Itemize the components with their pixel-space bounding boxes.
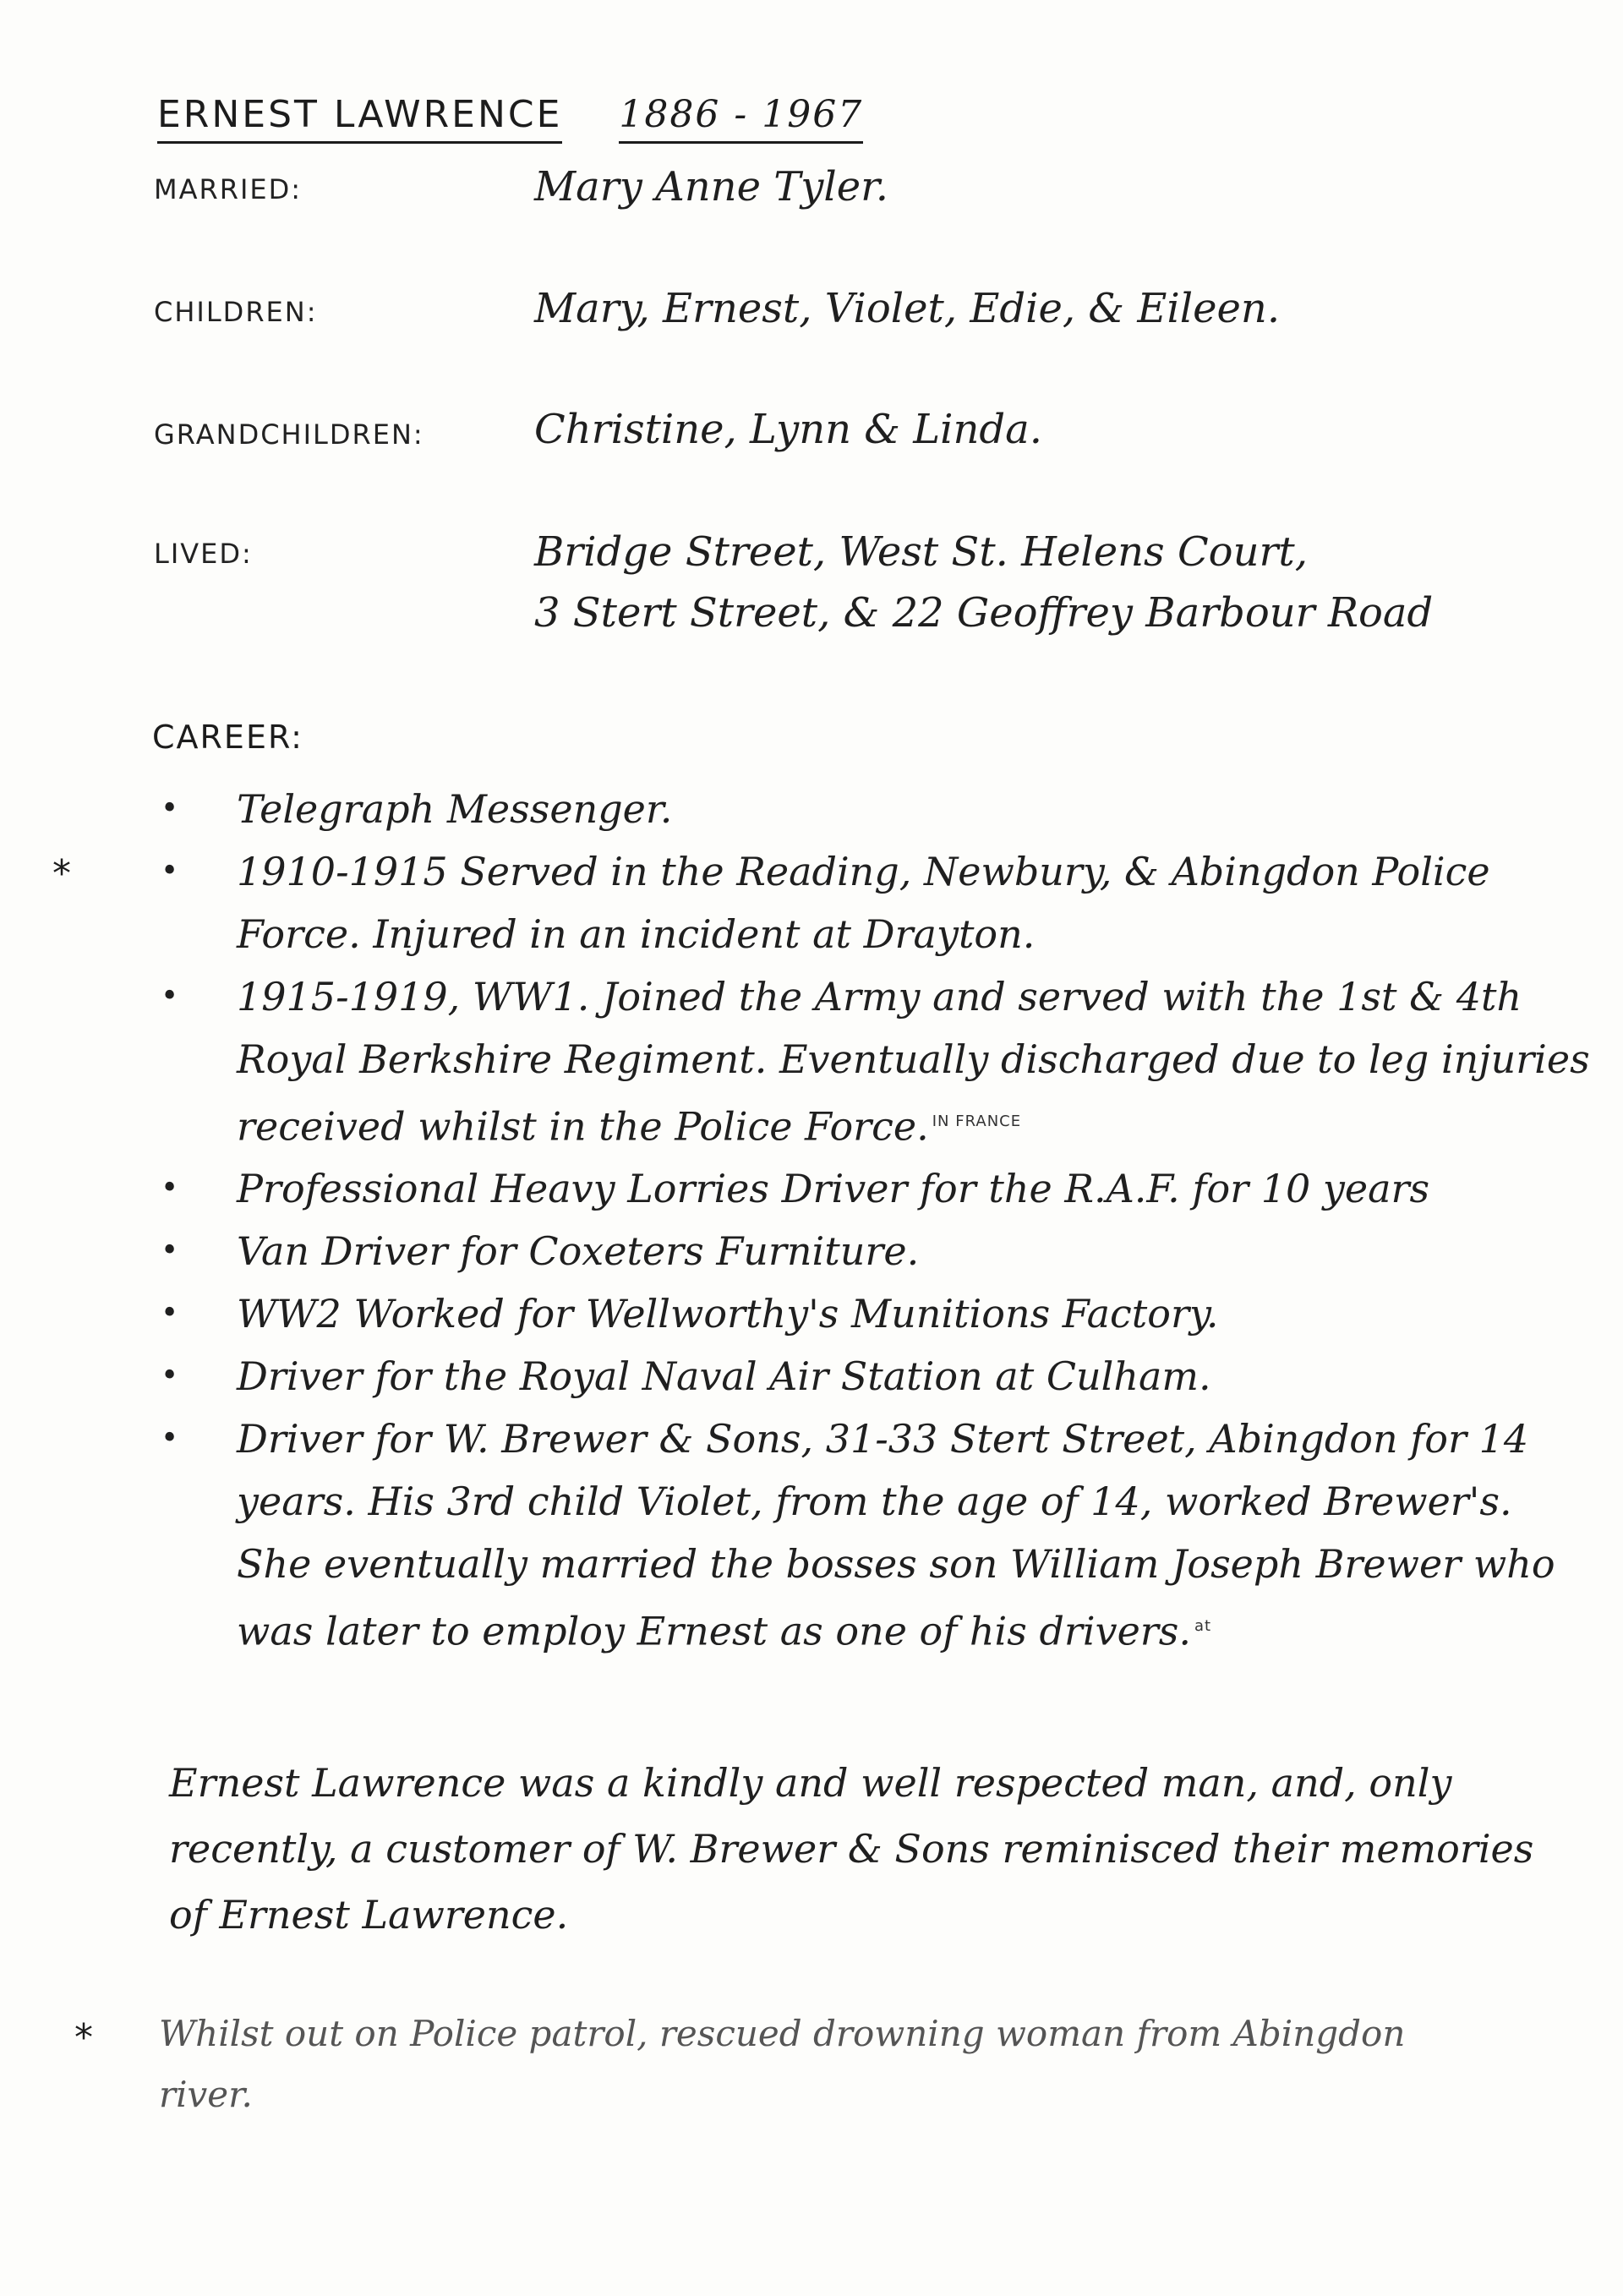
grandchildren-value: Christine, Lynn & Linda. xyxy=(534,406,1043,453)
career-item: • Driver for the Royal Naval Air Station at Culham. xyxy=(161,1345,1598,1408)
career-item: • Driver for W. Brewer & Sons, 31-33 Stert Street, Abingdon for 14 years. His 3rd child Violet, from the age of 14, worked Brewer's. She eventually married the bosses son William Joseph Brewer who was later to employ Ernest as one of his drivers. $^{at}$ xyxy=(161,1408,1598,1662)
lived-value-line1: Bridge Street, West St. Helens Court, xyxy=(534,528,1308,576)
footnote-text: Whilst out on Police patrol, rescued drowning woman from Abingdon river. xyxy=(159,2013,1406,2115)
title-name: ERNEST LAWRENCE xyxy=(157,93,562,144)
footnote-asterisk: * xyxy=(74,2016,93,2059)
title-dates: 1886 - 1967 xyxy=(619,93,863,144)
career-item: • Telegraph Messenger. xyxy=(161,778,1598,840)
career-item: • Professional Heavy Lorries Driver for the R.A.F. for 10 years xyxy=(161,1157,1598,1220)
married-label: MARRIED: xyxy=(154,173,303,205)
career-list xyxy=(161,778,1598,1663)
children-value: Mary, Ernest, Violet, Edie, & Eileen. xyxy=(534,285,1281,332)
career-item: • 1915-1919, WW1. Joined the Army and served with the 1st & 4th Royal Berkshire Regiment. Eventually discharged due to leg injuries received whilst in the Police Force. $^{IN FRANCE}$ xyxy=(161,965,1598,1157)
grandchildren-label: GRANDCHILDREN: xyxy=(154,418,424,451)
children-label: CHILDREN: xyxy=(154,296,318,328)
insert-at: at xyxy=(1194,1617,1212,1636)
insert-in-france: IN FRANCE xyxy=(932,1112,1022,1130)
career-item: • Van Driver for Coxeters Furniture. xyxy=(161,1220,1598,1282)
career-label: CAREER: xyxy=(152,719,303,756)
lived-label: LIVED: xyxy=(154,538,253,570)
career-item: • 1910-1915 Served in the Reading, Newbury, & Abingdon Police Force. Injured in an incident at Drayton. xyxy=(161,840,1598,965)
asterisk-marker: * xyxy=(52,852,71,895)
married-value: Mary Anne Tyler. xyxy=(534,163,889,210)
page-title xyxy=(157,93,863,144)
lived-value-line2: 3 Stert Street, & 22 Geoffrey Barbour Road xyxy=(534,589,1434,637)
career-item: • WW2 Worked for Wellworthy's Munitions Factory. xyxy=(161,1282,1598,1345)
summary-paragraph: Ernest Lawrence was a kindly and well respected man, and, only recently, a customer of W. Brewer & Sons reminisced their memories of Ernest Lawrence. xyxy=(169,1760,1534,1938)
